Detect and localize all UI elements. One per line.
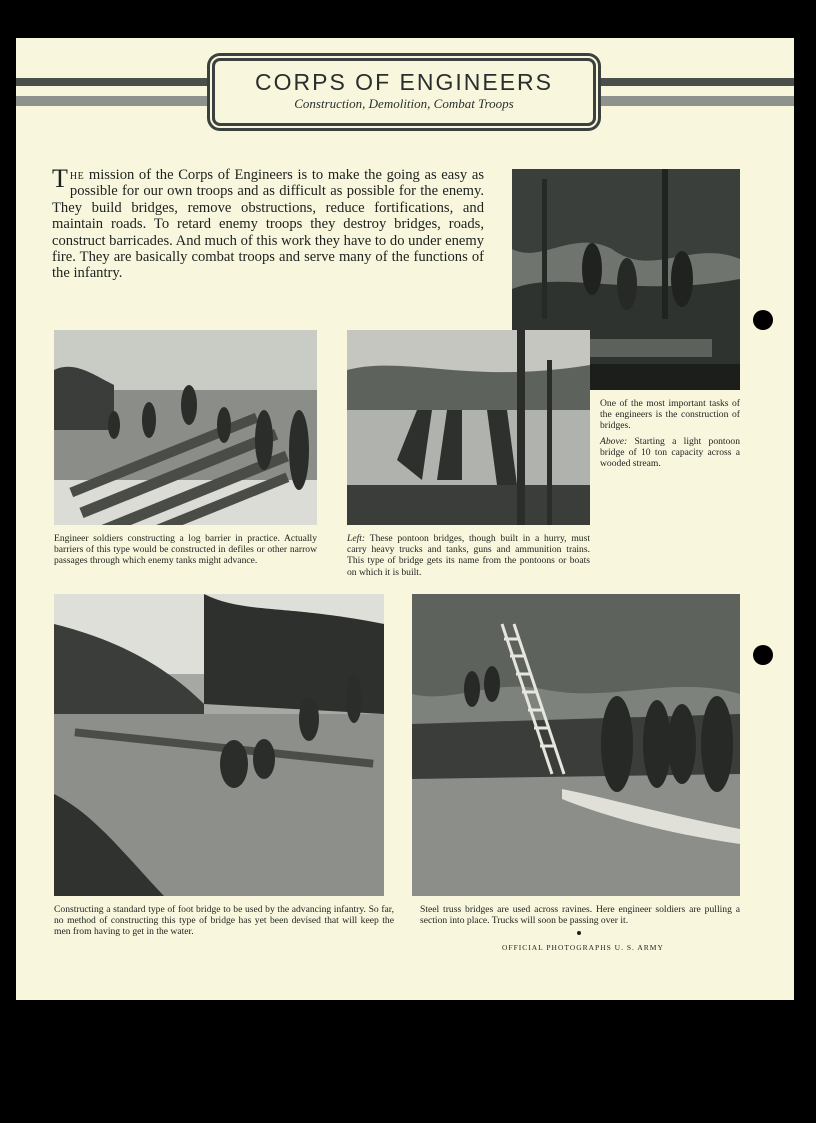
caption-pontoon-start-text: Starting a light pontoon bridge of 10 ton capacity across a wooded stream. bbox=[600, 435, 740, 470]
page-subtitle: Construction, Demolition, Combat Troops bbox=[294, 96, 514, 111]
binder-hole-top bbox=[753, 310, 773, 330]
binder-hole-bottom bbox=[753, 645, 773, 665]
page-sheet bbox=[16, 38, 794, 1000]
photo-truss-bridge bbox=[412, 594, 740, 896]
intro-paragraph bbox=[52, 164, 484, 282]
caption-pontoon-bridges bbox=[347, 533, 590, 578]
caption-log-barrier: Engineer soldiers constructing a log barrier in practice. Actually barriers of this type would be constructed in defiles or other narrow passages through which enemy tanks might advance. bbox=[54, 533, 317, 567]
caption-truss-bridge: Steel truss bridges are used across ravines. Here engineer soldiers are pulling a section into place. Trucks will soon be passing over it. bbox=[420, 904, 740, 927]
page-title: CORPS OF ENGINEERS bbox=[255, 69, 553, 95]
intro-lead: he bbox=[69, 167, 85, 183]
photo-credit: OFFICIAL PHOTOGRAPHS U. S. ARMY bbox=[502, 943, 664, 952]
intro-dropcap: T bbox=[52, 164, 68, 193]
caption-left-label: Left: bbox=[347, 533, 366, 544]
photo-foot-bridge bbox=[54, 594, 384, 896]
caption-pontoon-start-main: One of the most important tasks of the engineers is the construction of bridges. bbox=[600, 398, 740, 432]
photo-pontoon-bridges bbox=[347, 330, 590, 525]
photo-log-barrier bbox=[54, 330, 317, 525]
divider-dot bbox=[577, 931, 581, 935]
caption-pontoon-start bbox=[600, 398, 740, 469]
caption-foot-bridge: Constructing a standard type of foot bridge to be used by the advancing infantry. So far, no method of constructing this type of bridge has yet been devised that will keep the men from having to get in the water. bbox=[54, 904, 394, 938]
title-box bbox=[212, 58, 596, 126]
caption-pontoon-text: These pontoon bridges, though built in a hurry, must carry heavy trucks and tanks, guns and ammunition trains. This type of bridge gets its name from the pontoons or boats on which it is built. bbox=[347, 533, 590, 578]
intro-text: mission of the Corps of Engineers is to make the going as easy as possible for our own troops and as difficult as possible for the enemy. They build bridges, remove obstructions, reduce fortifications, and maintain roads. To retard enemy troops they destroy bridges, roads, construct barricades. And much of this work they have to do under enemy fire. They are basically combat troops and serve many of the functions of the infantry. bbox=[52, 167, 484, 282]
caption-above-label: Above: bbox=[600, 435, 628, 447]
